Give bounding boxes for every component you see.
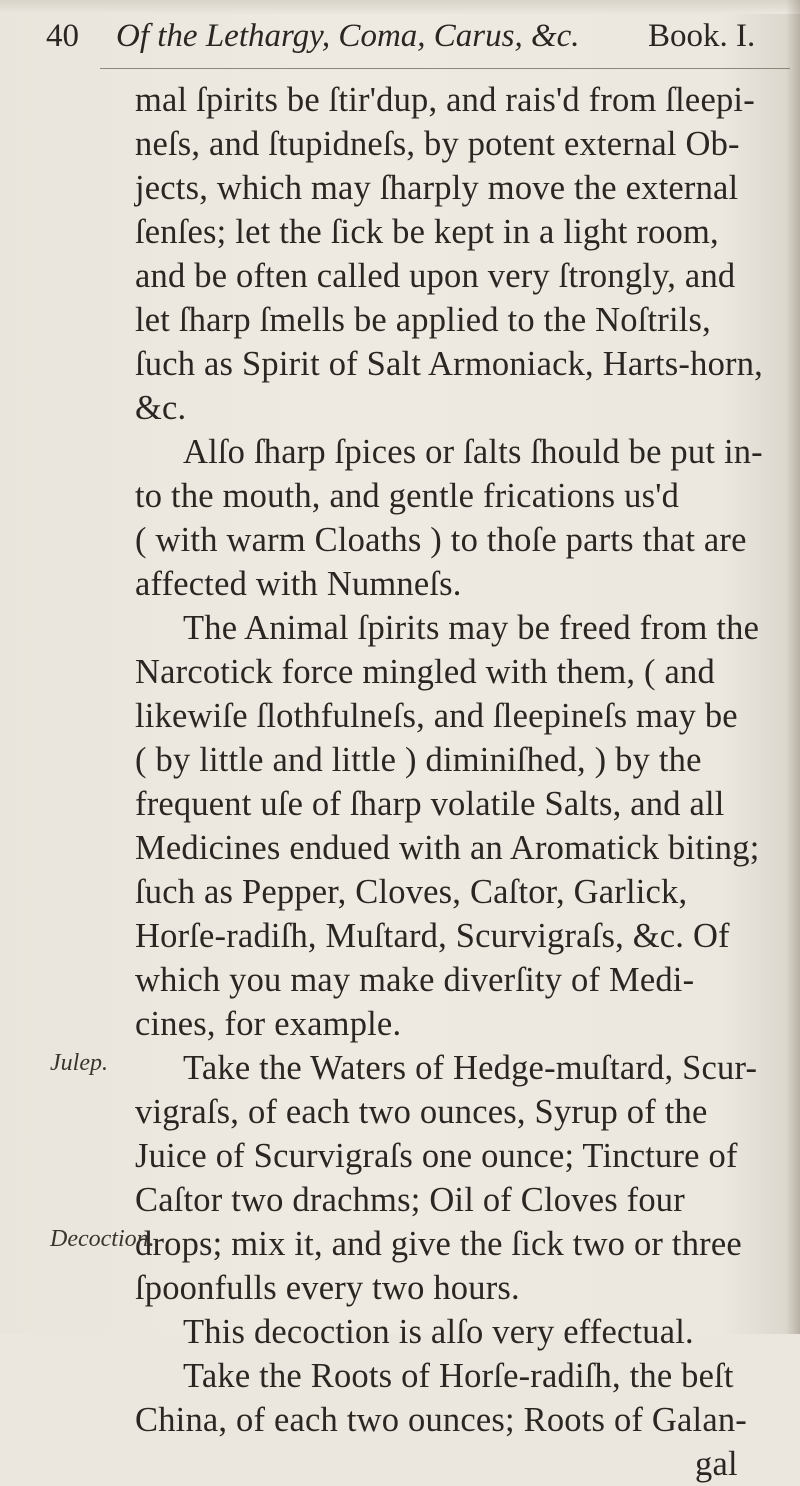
page-edge-shadow <box>786 0 800 1334</box>
text-line: which you may make diverſity of Medi- <box>135 961 695 999</box>
text-line: Take the Roots of Horſe-radiſh, the beſt <box>183 1357 734 1395</box>
margin-note-decoction: Decoction. <box>50 1226 155 1252</box>
text-line: This decoction is alſo very effectual. <box>183 1313 694 1351</box>
text-line: drops; mix it, and give the ſick two or three <box>135 1225 742 1263</box>
text-line: to the mouth, and gentle frications us'd <box>135 477 680 515</box>
text-line: and be often called upon very ſtrongly, and <box>135 257 736 295</box>
text-line: jects, which may ſharply move the external <box>135 169 739 207</box>
text-line: ſuch as Spirit of Salt Armoniack, Harts-horn, <box>135 345 763 383</box>
text-line: let ſharp ſmells be applied to the Noſtrils, <box>135 301 712 339</box>
text-line: The Animal ſpirits may be freed from the <box>183 609 760 647</box>
text-line: affected with Numneſs. <box>135 565 462 603</box>
text-line: Alſo ſharp ſpices or ſalts ſhould be put in- <box>183 433 763 471</box>
text-line: &c. <box>135 389 187 427</box>
text-line: ( by little and little ) diminiſhed, ) by the <box>135 741 702 779</box>
page-number: 40 <box>46 18 79 54</box>
text-line: vigraſs, of each two ounces, Syrup of the <box>135 1093 708 1131</box>
text-line: China, of each two ounces; Roots of Galan- <box>135 1401 747 1439</box>
text-line: neſs, and ſtupidneſs, by potent external Ob- <box>135 125 740 163</box>
running-head-title: Of the Lethargy, Coma, Carus, &c. <box>116 18 580 54</box>
text-line: Juice of Scurvigraſs one ounce; Tincture of <box>135 1137 738 1175</box>
text-line: ( with warm Cloaths ) to thoſe parts that are <box>135 521 747 559</box>
text-line: likewiſe ſlothfulneſs, and ſleepineſs may be <box>135 697 738 735</box>
text-line: cines, for example. <box>135 1005 402 1043</box>
text-line: ſpoonfulls every two hours. <box>135 1269 520 1307</box>
text-line: Take the Waters of Hedge-muſtard, Scur- <box>183 1049 758 1087</box>
running-head-book: Book. I. <box>648 18 756 54</box>
text-line: ſuch as Pepper, Cloves, Caſtor, Garlick, <box>135 873 688 911</box>
text-line: ſenſes; let the ſick be kept in a light room, <box>135 213 719 251</box>
text-line: Caſtor two drachms; Oil of Cloves four <box>135 1181 685 1219</box>
margin-note-julep: Julep. <box>50 1050 108 1076</box>
text-line: Horſe-radiſh, Muſtard, Scurvigraſs, &c. Of <box>135 917 730 955</box>
text-line: gal <box>695 1445 738 1483</box>
running-head <box>46 6 786 66</box>
text-line: Medicines endued with an Aromatick biting; <box>135 829 760 867</box>
header-rule <box>100 68 790 69</box>
text-line: frequent uſe of ſharp volatile Salts, and all <box>135 785 725 823</box>
text-line: Narcotick force mingled with them, ( and <box>135 653 715 691</box>
text-line: mal ſpirits be ſtir'dup, and rais'd from ſleepi- <box>135 81 755 119</box>
body-text <box>135 78 795 1486</box>
